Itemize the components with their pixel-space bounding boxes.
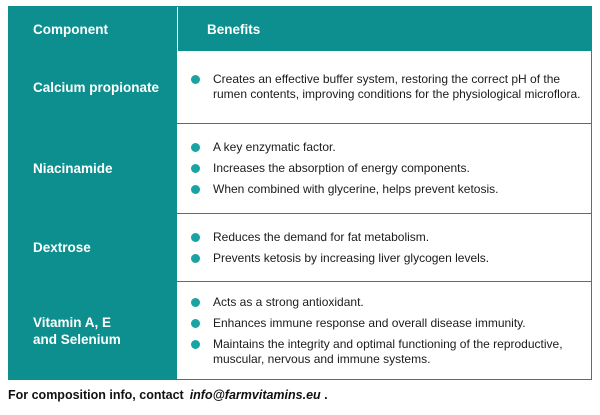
benefits-table: [8, 6, 592, 380]
table-row: [9, 214, 591, 281]
benefit-item: Acts as a strong antioxidant.: [191, 295, 583, 310]
component-cell: Dextrose: [9, 214, 177, 281]
footer-period: .: [324, 388, 328, 402]
benefit-item: Reduces the demand for fat metabolism.: [191, 230, 583, 245]
benefit-item: Enhances immune response and overall disease immunity.: [191, 316, 583, 331]
contact-footer: [8, 388, 328, 402]
footer-text: For composition info, contact: [8, 388, 184, 402]
component-cell: Vitamin A, E and Selenium: [9, 282, 177, 379]
table-row: [9, 51, 591, 123]
bullet-icon: [191, 319, 200, 328]
benefit-item: Prevents ketosis by increasing liver glycogen levels.: [191, 251, 583, 266]
bullet-icon: [191, 340, 200, 349]
component-cell: Niacinamide: [9, 124, 177, 213]
header-benefits: Benefits: [177, 7, 591, 51]
table-row: [9, 282, 591, 379]
bullet-icon: [191, 298, 200, 307]
component-cell: Calcium propionate: [9, 51, 177, 123]
bullet-icon: [191, 164, 200, 173]
bullet-icon: [191, 254, 200, 263]
bullet-icon: [191, 233, 200, 242]
benefit-item: Creates an effective buffer system, restoring the correct pH of the rumen contents, improving conditions for the physiological microflora.: [191, 72, 583, 102]
benefits-cell: [177, 214, 591, 281]
benefits-cell: [177, 124, 591, 213]
header-component: Component: [9, 7, 177, 51]
benefit-item: Maintains the integrity and optimal functioning of the reproductive, muscular, nervous and immune systems.: [191, 337, 583, 367]
benefit-item: Increases the absorption of energy components.: [191, 161, 583, 176]
benefits-cell: [177, 282, 591, 379]
table-row: [9, 124, 591, 213]
bullet-icon: [191, 185, 200, 194]
bullet-icon: [191, 143, 200, 152]
benefits-cell: [177, 51, 591, 123]
contact-email-link[interactable]: info@farmvitamins.eu: [189, 388, 321, 402]
table-header: [9, 7, 591, 51]
benefit-item: When combined with glycerine, helps prevent ketosis.: [191, 182, 583, 197]
benefit-item: A key enzymatic factor.: [191, 140, 583, 155]
bullet-icon: [191, 75, 200, 84]
